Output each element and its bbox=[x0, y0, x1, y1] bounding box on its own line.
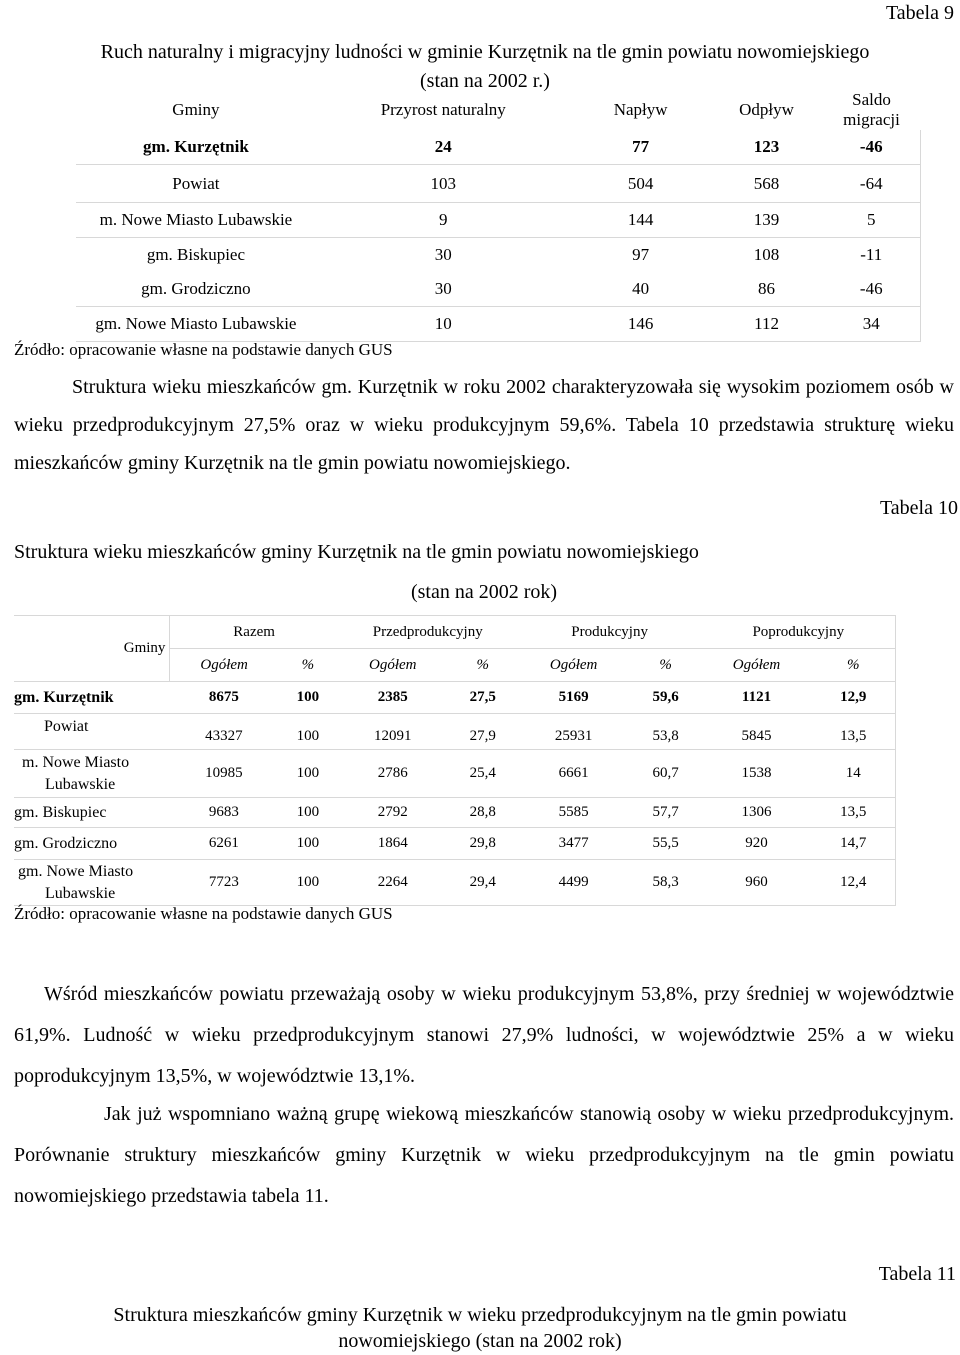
table-cell: 27,5 bbox=[448, 682, 518, 714]
table-cell: 112 bbox=[711, 307, 823, 342]
table10-title-line1: Struktura wieku mieszkańców gminy Kurzętnik na tle gmin powiatu nowomiejskiego bbox=[14, 541, 699, 563]
row-name: gm. Biskupiec bbox=[14, 803, 107, 821]
table10-header-cell: % bbox=[630, 649, 702, 682]
table-cell: 1306 bbox=[702, 798, 812, 828]
table-cell: 40 bbox=[632, 279, 650, 298]
table10-header-cell: Poprodukcyjny bbox=[702, 616, 896, 649]
table-row bbox=[14, 750, 896, 798]
table-row bbox=[76, 165, 921, 203]
table-cell: 6261 bbox=[170, 828, 278, 860]
table11-title-line2: nowomiejskiego (stan na 2002 rok) bbox=[338, 1330, 622, 1352]
table-cell: 5845 bbox=[702, 714, 812, 750]
table10-header-cell: % bbox=[278, 649, 338, 682]
table-cell: 77 bbox=[571, 130, 711, 165]
table-cell: 2385 bbox=[338, 682, 448, 714]
table-cell: 146 bbox=[571, 307, 711, 342]
table-cell: 504 bbox=[571, 165, 711, 203]
table9-header-cell: Napływ bbox=[613, 100, 668, 119]
paragraph-1: Struktura wieku mieszkańców gm. Kurzętnik w roku 2002 charakteryzowała się wysokim poziomem osób w wieku przedprodukcyjnym 27,5% oraz w wieku produkcyjnym 59,6%. Tabela 10 przedstawia strukturę wieku mieszkańców gminy Kurzętnik na tle gmin powiatu nowomiejskiego. bbox=[14, 376, 954, 474]
table9-title-line2: (stan na 2002 r.) bbox=[420, 70, 550, 92]
table-cell: 6661 bbox=[518, 750, 630, 798]
row-name: gm. Nowe Miasto bbox=[18, 862, 134, 880]
table-cell: 25,4 bbox=[448, 750, 518, 798]
table-cell: 2786 bbox=[338, 750, 448, 798]
table10-header-cell: Gminy bbox=[14, 616, 170, 682]
table-row bbox=[14, 798, 896, 828]
table-cell: 55,5 bbox=[630, 828, 702, 860]
table-cell: -46 bbox=[823, 130, 921, 165]
table-cell: 1121 bbox=[702, 682, 812, 714]
table-cell bbox=[14, 798, 170, 828]
table-cell bbox=[14, 860, 170, 906]
table-cell: 103 bbox=[316, 165, 571, 203]
table9-header-cell: Saldo migracji bbox=[843, 90, 900, 129]
row-name: gm. Kurzętnik bbox=[14, 688, 114, 706]
table-cell: 29,4 bbox=[448, 860, 518, 906]
table-cell: 9 bbox=[316, 203, 571, 238]
table-cell: 100 bbox=[278, 714, 338, 750]
row-name: Powiat bbox=[44, 718, 89, 735]
table-cell bbox=[14, 828, 170, 860]
table-cell: 28,8 bbox=[448, 798, 518, 828]
table-cell: gm. Biskupiec bbox=[146, 245, 246, 264]
table-cell: gm. Nowe Miasto Lubawskie bbox=[76, 307, 316, 342]
table-cell: 8675 bbox=[170, 682, 278, 714]
row-name: gm. Grodziczno bbox=[14, 834, 118, 852]
table-cell: 960 bbox=[702, 860, 812, 906]
table-cell: 100 bbox=[278, 682, 338, 714]
table-cell: 5169 bbox=[518, 682, 630, 714]
table-cell: m. Nowe Miasto Lubawskie bbox=[76, 203, 316, 238]
table-cell: 100 bbox=[278, 828, 338, 860]
table-cell: 1864 bbox=[338, 828, 448, 860]
table-cell: 10 bbox=[316, 307, 571, 342]
table10-header-cell: Ogółem bbox=[338, 649, 448, 682]
table10-label: Tabela 10 bbox=[879, 497, 958, 519]
table-cell: 43327 bbox=[170, 714, 278, 750]
table11-label: Tabela 11 bbox=[878, 1263, 956, 1285]
table-cell: 29,8 bbox=[448, 828, 518, 860]
table-cell: gm. Kurzętnik bbox=[76, 130, 316, 165]
table-cell: 34 bbox=[823, 307, 921, 342]
table-cell: 13,5 bbox=[811, 798, 895, 828]
row-name-line2: Lubawskie bbox=[45, 884, 116, 902]
row-name-line2: Lubawskie bbox=[45, 775, 116, 793]
table-cell: gm. Grodziczno bbox=[141, 279, 251, 298]
table-cell: Powiat bbox=[76, 165, 316, 203]
table-cell: 58,3 bbox=[630, 860, 702, 906]
table-cell: -46 bbox=[823, 272, 921, 307]
table-cell: 27,9 bbox=[448, 714, 518, 750]
table11-title bbox=[20, 1302, 940, 1354]
table10-title bbox=[14, 532, 954, 612]
table-cell: 144 bbox=[571, 203, 711, 238]
table-cell: 14 bbox=[811, 750, 895, 798]
table-cell: 86 bbox=[758, 279, 776, 298]
table-cell: 12,4 bbox=[811, 860, 895, 906]
table-cell bbox=[14, 750, 170, 798]
table-cell: 5 bbox=[823, 203, 921, 238]
table-cell: -11 bbox=[823, 238, 921, 273]
table-row bbox=[76, 130, 921, 165]
table-cell: 25931 bbox=[518, 714, 630, 750]
table-cell: 12,9 bbox=[811, 682, 895, 714]
table-cell: 4499 bbox=[518, 860, 630, 906]
row-name: m. Nowe Miasto bbox=[22, 753, 130, 771]
table-cell: -64 bbox=[823, 165, 921, 203]
table-cell: 123 bbox=[711, 130, 823, 165]
table-cell: 10985 bbox=[170, 750, 278, 798]
table10-header-cell: Ogółem bbox=[170, 649, 278, 682]
table9-header-row bbox=[76, 90, 921, 130]
table-cell: 100 bbox=[278, 798, 338, 828]
table-cell: 57,7 bbox=[630, 798, 702, 828]
table10-header-cell: Produkcyjny bbox=[518, 616, 702, 649]
table-cell: 568 bbox=[711, 165, 823, 203]
table-cell: 24 bbox=[316, 130, 571, 165]
table-row bbox=[14, 714, 896, 750]
table-row bbox=[76, 307, 921, 342]
table-cell: 59,6 bbox=[630, 682, 702, 714]
table9-title-line1: Ruch naturalny i migracyjny ludności w gminie Kurzętnik na tle gmin powiatu nowomiejskiego bbox=[100, 41, 870, 63]
table9-label: Tabela 9 bbox=[885, 2, 954, 24]
table-cell: 139 bbox=[711, 203, 823, 238]
table-cell: 30 bbox=[434, 279, 452, 298]
table-cell: 14,7 bbox=[811, 828, 895, 860]
table-cell: 7723 bbox=[170, 860, 278, 906]
table10-title-line2: (stan na 2002 rok) bbox=[410, 581, 558, 603]
table-cell: 5585 bbox=[518, 798, 630, 828]
table-cell: 53,8 bbox=[630, 714, 702, 750]
paragraph-2: Wśród mieszkańców powiatu przeważają osoby w wieku produkcyjnym 53,8%, przy średniej w województwie 61,9%. Ludność w wieku przedprodukcyjnym stanowi 27,9% ludności, w województwie 25% a w wieku poprodukcyjnym 13,5%, w województwie 13,1%. bbox=[14, 983, 954, 1087]
table-row bbox=[14, 860, 896, 906]
table11-title-line1: Struktura mieszkańców gminy Kurzętnik w wieku przedprodukcyjnym na tle gmin powiatu bbox=[113, 1304, 847, 1326]
table-cell: 2792 bbox=[338, 798, 448, 828]
table-row bbox=[14, 682, 896, 714]
table-cell: 100 bbox=[278, 750, 338, 798]
paragraph-3: Jak już wspomniano ważną grupę wiekową mieszkańców stanowią osoby w wieku przedprodukcyjnym. Porównanie struktury mieszkańców gminy Kurzętnik w wieku przedprodukcyjnym na tle gmin powiatu nowomiejskiego przedstawia tabela 11. bbox=[14, 1103, 954, 1207]
table-cell: 97 bbox=[632, 245, 650, 264]
table-cell: 13,5 bbox=[811, 714, 895, 750]
table-row bbox=[76, 203, 921, 238]
table10-header-row bbox=[14, 616, 896, 649]
table-cell: 3477 bbox=[518, 828, 630, 860]
table10-header-cell: % bbox=[448, 649, 518, 682]
table-cell: 9683 bbox=[170, 798, 278, 828]
table10-header-cell: Ogółem bbox=[702, 649, 812, 682]
table-cell: 1538 bbox=[702, 750, 812, 798]
table-cell: 920 bbox=[702, 828, 812, 860]
table-cell: 108 bbox=[753, 245, 780, 264]
table-row bbox=[14, 828, 896, 860]
table-cell: 100 bbox=[278, 860, 338, 906]
table9 bbox=[76, 90, 921, 342]
table10-header-cell: Ogółem bbox=[518, 649, 630, 682]
table-row bbox=[76, 272, 921, 307]
table-cell bbox=[14, 714, 170, 750]
table-cell bbox=[14, 682, 170, 714]
table10-header-cell: Razem bbox=[170, 616, 338, 649]
table-cell: 12091 bbox=[338, 714, 448, 750]
table10-header-cell: Przedprodukcyjny bbox=[338, 616, 518, 649]
table-row bbox=[76, 238, 921, 273]
table9-title bbox=[20, 38, 950, 96]
table10-header-cell: % bbox=[811, 649, 895, 682]
table-cell: 30 bbox=[434, 245, 452, 264]
table-cell: 2264 bbox=[338, 860, 448, 906]
table-cell: 60,7 bbox=[630, 750, 702, 798]
table10-source: Źródło: opracowanie własne na podstawie danych GUS bbox=[14, 904, 393, 923]
table9-source: Źródło: opracowanie własne na podstawie danych GUS bbox=[14, 340, 393, 359]
table9-header-cell: Odpływ bbox=[739, 100, 794, 119]
table10 bbox=[14, 615, 896, 906]
table9-header-cell: Gminy bbox=[172, 100, 220, 119]
table9-header-cell: Przyrost naturalny bbox=[380, 100, 506, 119]
